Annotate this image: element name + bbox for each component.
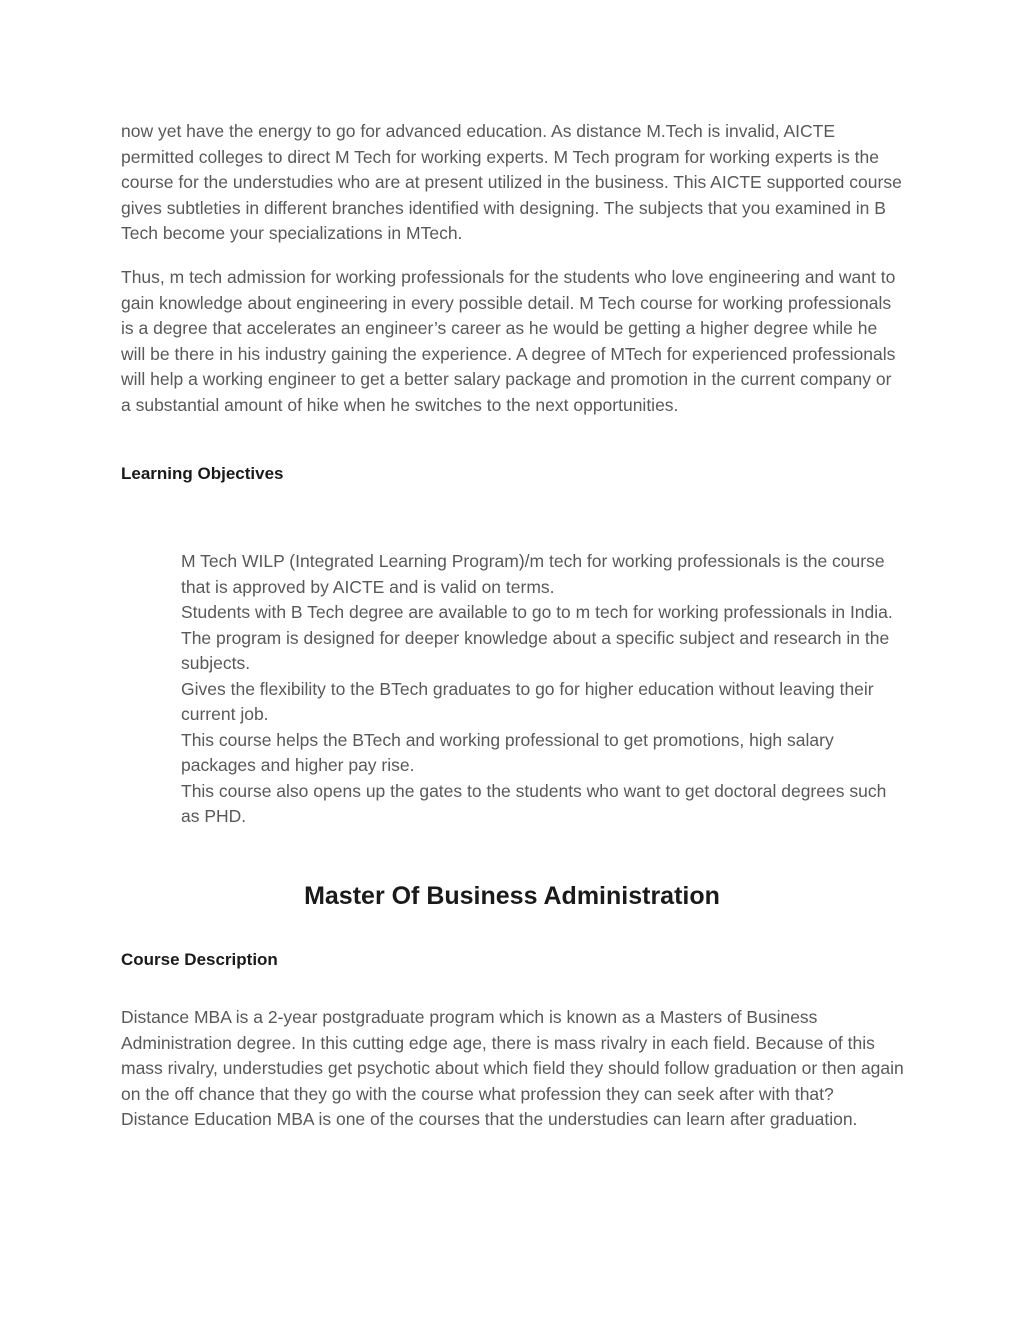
- learning-objectives-heading: Learning Objectives: [121, 464, 284, 483]
- course-description-heading: Course Description: [121, 950, 278, 969]
- list-item: This course also opens up the gates to the students who want to get doctoral degrees such as PHD.: [181, 780, 887, 826]
- mba-section-title: Master Of Business Administration: [304, 882, 720, 910]
- list-item: M Tech WILP (Integrated Learning Program)/m tech for working professionals is the course that is approved by AICTE and is valid on terms.: [181, 551, 885, 597]
- mtech-admission-paragraph: Thus, m tech admission for working professionals for the students who love engineering and want to gain knowledge about engineering in every possible detail. M Tech course for working professionals is a degree that accelerates an engineer’s career as he would be getting a higher degree while he will be there in his industry gaining the experience. A degree of MTech for experienced professionals will help a working engineer to get a better salary package and promotion in the current company or a substantial amount of hike when he switches to the next opportunities.: [121, 267, 896, 415]
- list-item: Gives the flexibility to the BTech graduates to go for higher education without leaving their current job.: [181, 678, 874, 724]
- list-item: Students with B Tech degree are available to go to m tech for working professionals in India.: [181, 602, 893, 622]
- list-item: The program is designed for deeper knowledge about a specific subject and research in the subjects.: [181, 627, 890, 673]
- course-description-paragraph: Distance MBA is a 2-year postgraduate program which is known as a Masters of Business Administration degree. In this cutting edge age, there is mass rivalry in each field. Because of this mass rivalry, understudies get psychotic about which field they should follow graduation or then again on the off chance that they go with the course what profession they can seek after with that? Distance Education MBA is one of the courses that the understudies can learn after graduation.: [121, 1007, 904, 1129]
- list-item: This course helps the BTech and working professional to get promotions, high salary packages and higher pay rise.: [181, 729, 834, 775]
- intro-paragraph: now yet have the energy to go for advanced education. As distance M.Tech is invalid, AICTE permitted colleges to direct M Tech for working experts. M Tech program for working experts is the course for the understudies who are at present utilized in the business. This AICTE supported course gives subtleties in different branches identified with designing. The subjects that you examined in B Tech become your specializations in MTech.: [121, 121, 902, 243]
- learning-objectives-list: [181, 549, 906, 830]
